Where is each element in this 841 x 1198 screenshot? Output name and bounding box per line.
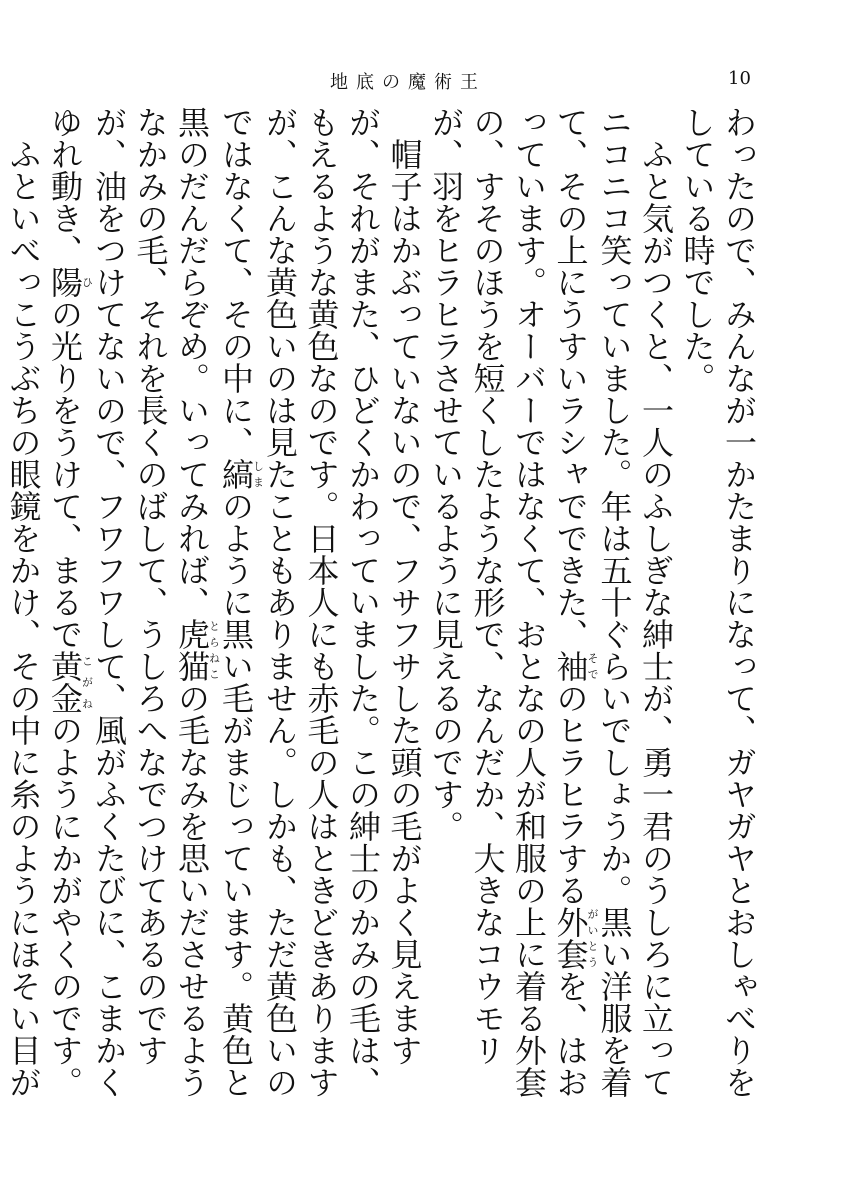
ruby-base: 虎猫 <box>173 618 211 682</box>
text-run: ふと気がつくと、一人のふしぎな紳士が、勇一君のうしろに立ってニコニコ笑っていました。年は五十ぐらいでしょうか。黒い洋服を着て、その上にうすいラシャでできた、 <box>551 106 675 1098</box>
ruby-annotation <box>46 266 94 298</box>
novel-body-text <box>4 106 759 1116</box>
ruby-reading: こがね <box>80 650 94 714</box>
paragraph-4 <box>0 106 44 1116</box>
text-run: のように黒い毛がまじっています。黄色と黒のだんだらぞめ。いってみれば、 <box>173 106 255 1098</box>
text-run: の光りをうけて、まるで <box>46 298 84 650</box>
text-run: の毛なみを思いださせるようなかみの毛、それを長くのばして、うしろへなでつけてあるのですが、油をつけてないので、フワフワして、風がふくたびに、こまかくゆれ動き、 <box>46 106 211 1098</box>
ruby-annotation <box>173 618 221 682</box>
ruby-annotation <box>217 458 265 490</box>
text-run: を、はおっています。オーバーではなくて、おとなの人が和服の上に着る外套の、すそのほうを短くしたような形で、なんだか、大きなコウモリが、羽をヒラヒラさせているように見えるのです。 <box>427 106 590 1098</box>
ruby-annotation <box>551 906 599 970</box>
ruby-base: 縞 <box>217 458 255 490</box>
ruby-base: 黄金 <box>46 650 84 714</box>
ruby-base: 袖 <box>551 650 590 682</box>
ruby-annotation <box>551 650 599 682</box>
text-run: のヒラヒラする <box>551 682 590 906</box>
text-run: わったので、みんなが一かたまりになって、ガヤガヤとおしゃべりをしている時でした。 <box>678 106 758 1098</box>
ruby-base: 陽 <box>46 266 84 298</box>
paragraph-2 <box>425 106 677 1116</box>
paragraph-3 <box>44 106 425 1116</box>
running-title: 地底の魔術王 <box>330 72 486 93</box>
page-number: 10 <box>728 68 751 89</box>
text-run: ふといべっこうぶちの眼鏡をかけ、その中に糸のようにほそい目が <box>4 138 43 1098</box>
paragraph-1 <box>676 106 759 1116</box>
ruby-reading: そで <box>586 650 599 682</box>
ruby-reading: がいとう <box>586 906 599 970</box>
text-run: 帽子はかぶっていないので、フサフサした頭の毛がよく見えますが、それがまた、ひどくかわっていました。この紳士のかみの毛は、もえるような黄色なのです。日本人にも赤毛の人はときどきありますが、こんな黄色いのは見たこともありません。しかも、ただ黄色いのではなくて、その中に、 <box>217 106 424 1098</box>
ruby-annotation <box>46 650 94 714</box>
ruby-reading: とらねこ <box>207 618 221 682</box>
ruby-reading: しま <box>251 458 265 490</box>
text-run: のようにかがやくのです。 <box>46 714 84 1098</box>
ruby-reading: ひ <box>80 266 94 298</box>
page-header <box>0 68 841 98</box>
ruby-base: 外套 <box>551 906 590 970</box>
